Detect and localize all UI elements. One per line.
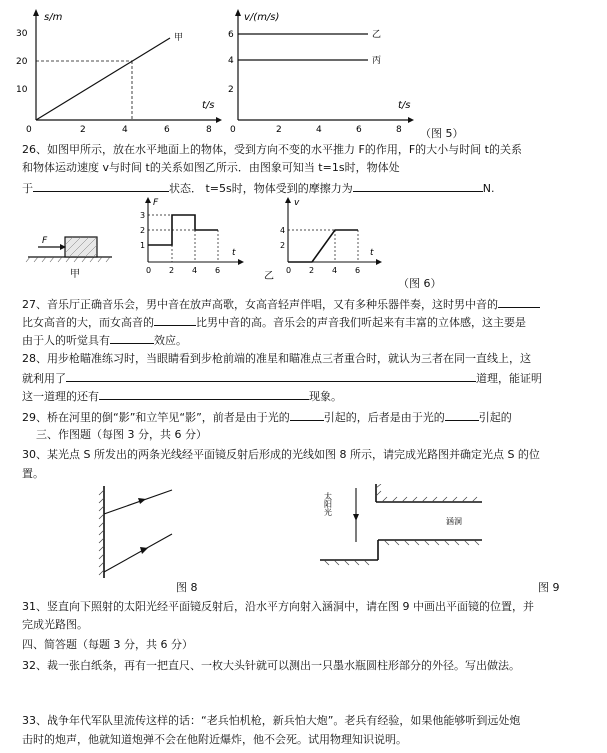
x-tick-6: 6 [356, 125, 362, 135]
q28-line1: 28、用步枪瞄准练习时，当眼睛看到步枪前端的准星和瞄准点三者重合时，就认为三者在同一直线上，这 [22, 352, 531, 365]
block-label: 甲 [70, 269, 80, 280]
q27-text-3b: 效应。 [154, 334, 187, 347]
fig9-caption: 图 9 [538, 581, 560, 594]
q29-text-b: 引起的，后者是由于光的 [323, 411, 445, 424]
fig6-block-diagram [26, 236, 112, 280]
x-tick-2: 2 [169, 266, 175, 275]
x-axis-label: t [232, 248, 236, 258]
q27-text-2a: 比女高音的大，而女高音的 [22, 316, 154, 329]
force-label: F [42, 236, 48, 246]
q29-text-a: 29、桥在河里的倒“影”和立竿见“影”，前者是由于光的 [22, 411, 290, 424]
q32-line: 32、裁一张白纸条，再有一把直尺、一枚大头针就可以测出一只墨水瓶圆柱形部分的外径。写出做法。 [22, 659, 520, 672]
q27-blank-pitch[interactable] [154, 314, 196, 326]
q28-blank-phenomenon[interactable] [99, 388, 309, 400]
q26-text-c: N. [482, 182, 495, 195]
y-axis-arrow [145, 197, 151, 203]
x-tick-6: 6 [355, 266, 361, 275]
series-jia-label: 甲 [174, 33, 184, 43]
x-tick-6: 6 [164, 125, 170, 135]
force-series [148, 215, 218, 245]
y-tick-20: 20 [16, 57, 28, 67]
series-jia-line [36, 38, 170, 120]
figure-8 [80, 484, 230, 584]
reflected-ray-lower [104, 534, 172, 572]
q28-blank-principle[interactable] [66, 370, 476, 382]
q28-text-2a: 就利用了 [22, 372, 66, 385]
sun-label: 太阳光 [323, 492, 333, 516]
y-tick-2: 2 [280, 241, 286, 250]
q33-line1: 33、战争年代军队里流传这样的话：“老兵怕机枪，新兵怕大炮”。老兵有经验，如果他能够听到远处炮 [22, 714, 521, 727]
y-tick-3: 3 [140, 211, 146, 220]
x-tick-4: 4 [192, 266, 198, 275]
reflected-ray-upper [104, 490, 172, 514]
q29-text-c: 引起的 [478, 411, 512, 424]
x-axis-arrow [216, 117, 222, 123]
sunlight-arrow [353, 514, 359, 521]
y-tick-2: 2 [228, 85, 234, 95]
tunnel-top-hatch [376, 484, 477, 502]
q26-line3 [22, 180, 495, 196]
fig8-caption: 图 8 [176, 581, 198, 594]
x-axis-arrow [408, 117, 414, 123]
q27-blank-loudness[interactable] [498, 296, 540, 308]
y-axis-label: F [153, 198, 159, 208]
x-tick-4: 4 [316, 125, 322, 135]
q27-text-2b: 比男中音的高。音乐会的声音我们听起来有丰富的立体感，这主要是 [196, 316, 526, 329]
y-axis-arrow [285, 197, 291, 203]
series-yi-label: 乙 [372, 30, 382, 40]
q31-line2: 完成光路图。 [22, 618, 88, 631]
q26-text-b: 状态． t=5s时，物体受到的摩擦力为 [169, 182, 353, 195]
x-axis-label: t/s [202, 100, 215, 111]
q26-blank-friction[interactable] [353, 180, 483, 192]
x-tick-2: 2 [80, 125, 86, 135]
x-tick-4: 4 [332, 266, 338, 275]
q27-line1 [22, 296, 540, 312]
x-tick-0: 0 [230, 125, 236, 135]
q27-text-3a: 由于人的听觉具有 [22, 334, 110, 347]
y-tick-30: 30 [16, 29, 28, 39]
q31-line1: 31、竖直向下照射的太阳光经平面镜反射后，沿水平方向射入涵洞中，请在图 9 中画出平面镜的位置，并 [22, 600, 534, 613]
q30-line1: 30、某光点 S 所发出的两条光线经平面镜反射后形成的光线如图 8 所示，请完成光路图并确定光点 S 的位 [22, 448, 540, 461]
q27-line3 [22, 332, 187, 348]
q28-line2 [22, 370, 542, 386]
reflected-ray-lower-arrow [140, 547, 148, 554]
y-tick-4: 4 [280, 226, 286, 235]
y-axis-arrow [235, 9, 241, 16]
q28-text-2b: 道理，能证明 [476, 372, 542, 385]
q29-line [22, 409, 512, 425]
y-tick-4: 4 [228, 56, 234, 66]
section-3-heading: 三、作图题（每图 3 分，共 6 分） [36, 428, 207, 441]
fig6-caption: （图 6） [398, 277, 442, 290]
q27-line2 [22, 314, 526, 330]
x-tick-0: 0 [146, 266, 152, 275]
q28-text-3a: 这一道理的还有 [22, 390, 99, 403]
x-tick-6: 6 [215, 266, 221, 275]
q28-text-3b: 现象。 [309, 390, 342, 403]
q26-text-a: 于 [22, 182, 33, 195]
y-axis-arrow [33, 9, 39, 16]
ground-hatch [26, 257, 110, 262]
y-axis-label: v [294, 198, 300, 208]
y-tick-6: 6 [228, 30, 234, 40]
x-tick-4: 4 [122, 125, 128, 135]
fig5-caption: （图 5） [420, 127, 464, 140]
q30-line2: 置。 [22, 467, 44, 480]
series-bing-label: 丙 [372, 56, 382, 66]
q28-line3 [22, 388, 342, 404]
reflected-ray-upper-arrow [138, 498, 146, 504]
x-axis-arrow [238, 259, 244, 265]
figure-9 [290, 484, 490, 594]
q27-blank-effect[interactable] [110, 332, 154, 344]
x-tick-2: 2 [309, 266, 315, 275]
y-tick-1: 1 [140, 241, 146, 250]
figure-6 [0, 195, 607, 293]
fig5-right-chart [228, 9, 414, 135]
q27-text-1: 27、音乐厅正确音乐会，男中音在放声高歌，女高音轻声伴唱，又有多种乐器伴奏，这时男中音的 [22, 298, 498, 311]
x-axis-arrow [376, 259, 382, 265]
x-axis-label: t [370, 248, 374, 258]
fig6-force-chart [140, 197, 244, 275]
y-tick-10: 10 [16, 85, 28, 95]
x-tick-8: 8 [396, 125, 402, 135]
tunnel-bottom-hatch [324, 540, 479, 565]
fig6-velocity-chart [264, 197, 382, 282]
chart-label: 乙 [264, 271, 274, 282]
y-axis-label: v/(m/s) [244, 12, 280, 23]
y-axis-label: s/m [44, 12, 63, 23]
q29-blank-straight[interactable] [445, 409, 479, 421]
tunnel-label: 涵洞 [446, 517, 462, 526]
x-axis-label: t/s [398, 100, 411, 111]
q29-blank-reflection[interactable] [290, 409, 324, 421]
x-tick-8: 8 [206, 125, 212, 135]
q26-line2: 和物体运动速度 v与时间 t的关系如图乙所示．由图象可知当 t=1s时，物体处 [22, 161, 400, 174]
q33-line2: 击时的炮声，他就知道炮弹不会在他附近爆炸，他不会死。试用物理知识说明。 [22, 733, 407, 746]
y-tick-2: 2 [140, 226, 146, 235]
q26-blank-state[interactable] [33, 180, 169, 192]
figure-5 [0, 0, 607, 140]
q26-line1: 26、如图甲所示，放在水平地面上的物体，受到方向不变的水平推力 F的作用，F的大小与时间 t的关系 [22, 143, 522, 156]
velocity-series [288, 230, 358, 262]
section-4-heading: 四、简答题（每题 3 分，共 6 分） [22, 638, 193, 651]
fig5-left-chart [16, 9, 222, 135]
x-tick-0: 0 [286, 266, 292, 275]
x-tick-0: 0 [26, 125, 32, 135]
x-tick-2: 2 [276, 125, 282, 135]
